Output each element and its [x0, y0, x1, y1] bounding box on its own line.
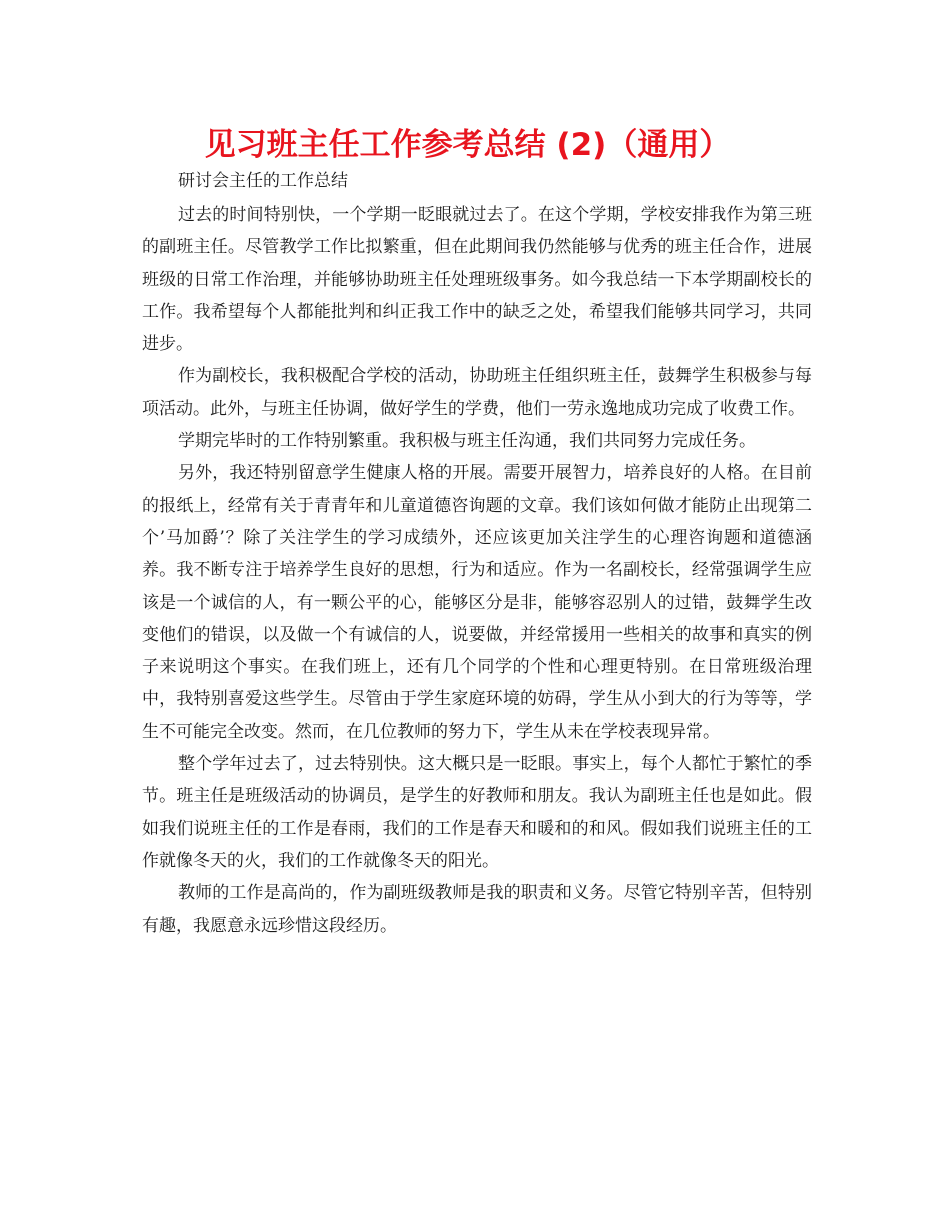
- document-subtitle: 研讨会主任的工作总结: [178, 171, 348, 191]
- paragraph: 另外，我还特别留意学生健康人格的开展。需要开展智力，培养良好的人格。在目前的报纸上，经常有关于青青年和儿童道德咨询题的文章。我们该如何做才能防止出现第二个’马加爵’？除了关注学生的学习成绩外，还应该更加关注学生的心理咨询题和道德涵养。我不断专注于培养学生良好的思想，行为和适应。作为一名副校长，经常强调学生应该是一个诚信的人，有一颗公平的心，能够区分是非，能够容忍别人的过错，鼓舞学生改变他们的错误，以及做一个有诚信的人，说要做，并经常援用一些相关的故事和真实的例子来说明这个事实。在我们班上，还有几个同学的个性和心理更特别。在日常班级治理中，我特别喜爱这些学生。尽管由于学生家庭环境的妨碍，学生从小到大的行为等等，学生不可能完全改变。然而，在几位教师的努力下，学生从未在学校表现异常。: [142, 463, 812, 742]
- paragraph: 过去的时间特别快，一个学期一眨眼就过去了。在这个学期，学校安排我作为第三班的副班主任。尽管教学工作比拟繁重，但在此期间我仍然能够与优秀的班主任合作，进展班级的日常工作治理，并能够协助班主任处理班级事务。如今我总结一下本学期副校长的工作。我希望每个人都能批判和纠正我工作中的缺乏之处，希望我们能够共同学习，共同进步。: [142, 205, 812, 355]
- document-body: [142, 199, 812, 942]
- paragraph: 学期完毕时的工作特别繁重。我积极与班主任沟通，我们共同努力完成任务。: [178, 431, 756, 452]
- paragraph: 教师的工作是高尚的，作为副班级教师是我的职责和义务。尽管它特别辛苦，但特别有趣，我愿意永远珍惜这段经历。: [142, 883, 812, 936]
- document-title: 见习班主任工作参考总结 (2)（通用）: [204, 127, 731, 163]
- paragraph: 整个学年过去了，过去特别快。这大概只是一眨眼。事实上，每个人都忙于繁忙的季节。班主任是班级活动的协调员，是学生的好教师和朋友。我认为副班主任也是如此。假如我们说班主任的工作是春雨，我们的工作是春天和暖和的和风。假如我们说班主任的工作就像冬天的火，我们的工作就像冬天的阳光。: [142, 754, 812, 871]
- paragraph: 作为副校长，我积极配合学校的活动，协助班主任组织班主任，鼓舞学生积极参与每项活动。此外，与班主任协调，做好学生的学费，他们一劳永逸地成功完成了收费工作。: [142, 366, 812, 419]
